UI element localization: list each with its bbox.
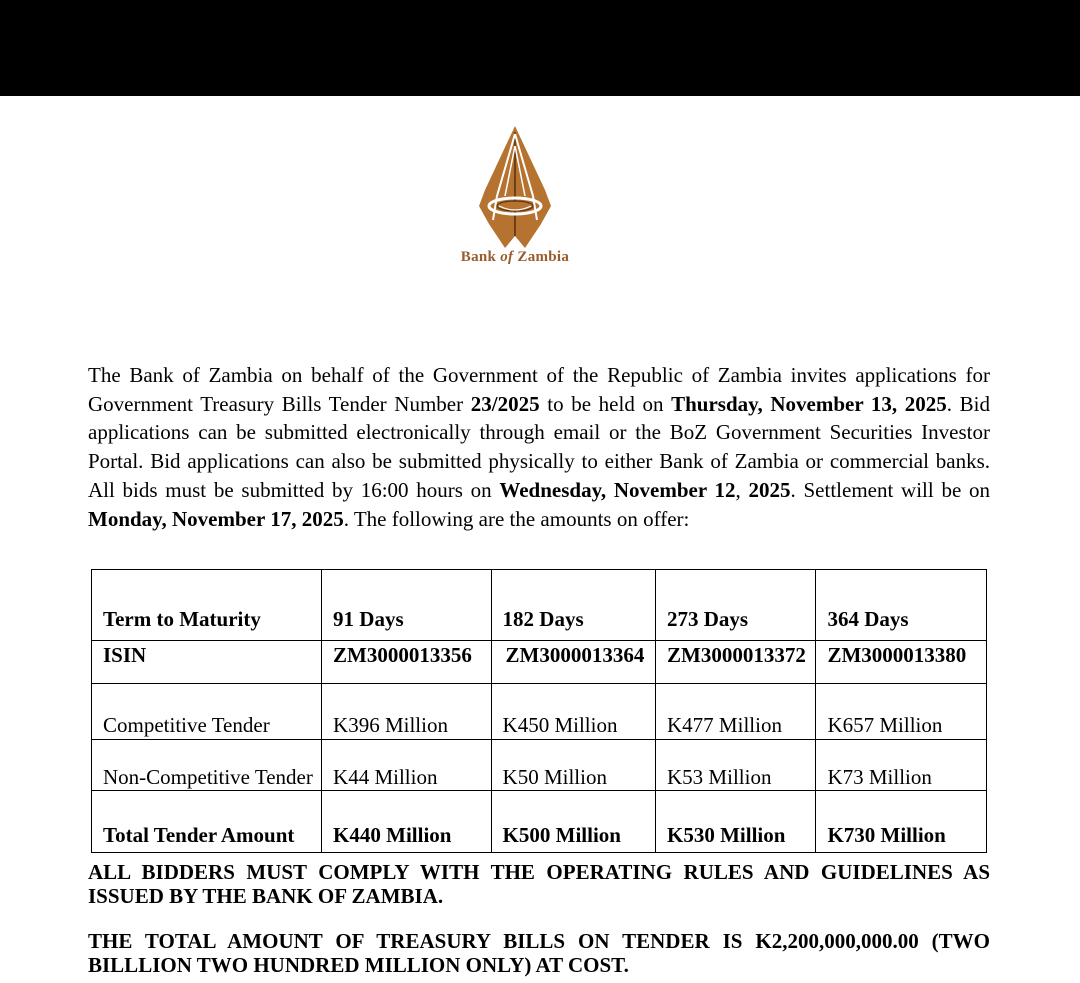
table-row-total: [92, 791, 987, 853]
logo-wordmark: Bank of Zambia: [460, 249, 570, 265]
table-cell: K477 Million: [656, 684, 816, 740]
table-cell: ZM3000013364: [491, 641, 655, 684]
bank-of-zambia-logo: [440, 124, 590, 274]
table-cell: 182 Days: [491, 570, 655, 641]
table-cell: K530 Million: [656, 791, 816, 853]
table-cell: K440 Million: [322, 791, 492, 853]
table-cell: ISIN: [92, 641, 322, 684]
table-cell: 364 Days: [816, 570, 987, 641]
table-cell: Term to Maturity: [92, 570, 322, 641]
table-cell: Competitive Tender: [92, 684, 322, 740]
table-cell: K73 Million: [816, 740, 987, 791]
tender-number: 23/2025: [470, 391, 540, 416]
table-cell: K396 Million: [322, 684, 492, 740]
table-row-non-competitive: [92, 740, 987, 791]
table-cell: 91 Days: [322, 570, 492, 641]
table-row-term: [92, 570, 987, 641]
total-amount-notice: THE TOTAL AMOUNT OF TREASURY BILLS ON TENDER IS K2,200,000,000.00 (TWO BILLLION TWO HUNDRED MILLION ONLY) AT COST.: [88, 929, 990, 977]
table-cell: K500 Million: [491, 791, 655, 853]
settlement-date: Monday, November 17, 2025: [88, 506, 344, 531]
table-cell: K50 Million: [491, 740, 655, 791]
table-cell: K44 Million: [322, 740, 492, 791]
table-cell: K657 Million: [816, 684, 987, 740]
boz-emblem-icon: [473, 124, 557, 248]
compliance-notice: ALL BIDDERS MUST COMPLY WITH THE OPERATING RULES AND GUIDELINES AS ISSUED BY THE BANK OF ZAMBIA.: [88, 860, 990, 908]
table-row-competitive: [92, 684, 987, 740]
table-cell: ZM3000013356: [322, 641, 492, 684]
table-cell: K53 Million: [656, 740, 816, 791]
table-cell: ZM3000013372: [656, 641, 816, 684]
tender-amounts-table: [91, 569, 987, 853]
bid-deadline: Wednesday, November 12: [499, 477, 736, 502]
table-cell: K730 Million: [816, 791, 987, 853]
table-cell: Non-Competitive Tender: [92, 740, 322, 791]
table-cell: K450 Million: [491, 684, 655, 740]
tender-date: Thursday, November 13, 2025: [671, 391, 947, 416]
top-black-bar: [0, 0, 1080, 96]
table-cell: Total Tender Amount: [92, 791, 322, 853]
table-cell: ZM3000013380: [816, 641, 987, 684]
tender-announcement-paragraph: The Bank of Zambia on behalf of the Government of the Republic of Zambia invites applications for Government Treasury Bills Tender Number 23/2025 to be held on Thursday, November 13, 2025. Bid applications can be submitted electronically through email or the BoZ Government Securities Investor Portal. Bid applications can also be submitted physically to either Bank of Zambia or commercial banks. All bids must be submitted by 16:00 hours on Wednesday, November 12, 2025. Settlement will be on Monday, November 17, 2025. The following are the amounts on offer:: [88, 363, 991, 531]
table-cell: 273 Days: [656, 570, 816, 641]
table-row-isin: [92, 641, 987, 684]
